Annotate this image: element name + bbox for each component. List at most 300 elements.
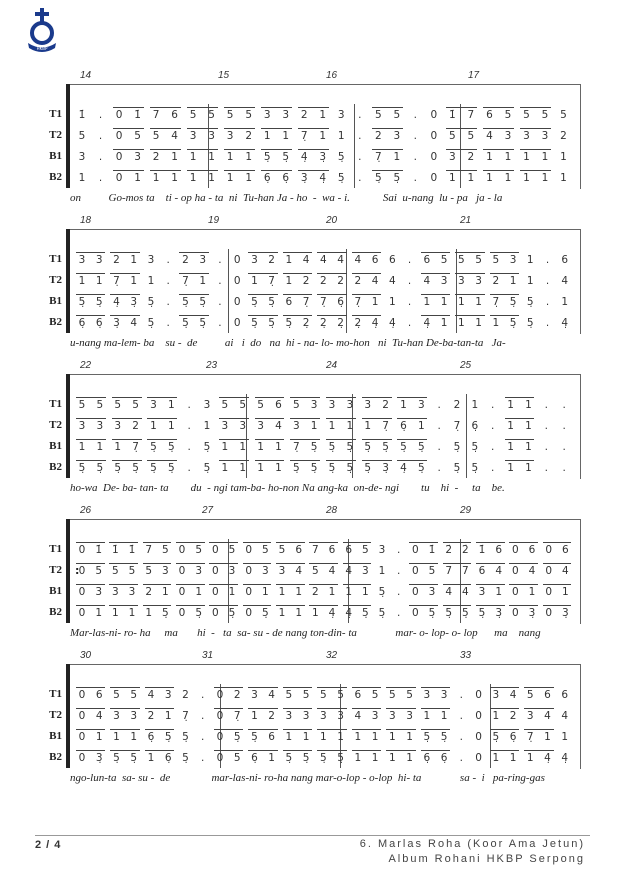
note: 5̣ [130,752,138,764]
rhythm-dot: . [544,441,548,453]
note: 2̇ [445,544,452,556]
note: 4 [528,565,536,577]
note: 1 [467,172,475,184]
note: 3 [261,565,269,577]
note: 4̣ [371,317,379,329]
note: 1 [523,172,530,184]
note: 3 [440,275,448,287]
note: 1 [371,752,379,764]
note: 3 [203,399,211,411]
note: 1 [302,731,310,743]
note: 6 [268,731,275,743]
note: 1 [389,296,396,308]
note: 4̣ [300,151,308,163]
note: 5 [96,399,104,411]
note: 5 [132,399,139,411]
note: 1 [150,420,157,432]
note: 5̣ [417,441,425,453]
note: 6 [544,689,551,701]
rhythm-dot: . [407,275,412,287]
note: 1 [111,607,119,619]
note: 1 [475,296,482,308]
measure-number: 14 [80,70,92,81]
note: 3 [417,399,425,411]
rhythm-dot: . [491,441,495,453]
note: 1 [130,275,138,287]
note: 3 [310,399,318,411]
note: 1 [189,151,197,163]
measure-number: 20 [326,215,338,226]
note: 4 [445,586,452,598]
rhythm-dot: . [407,254,412,266]
note: 1 [278,607,286,619]
note: 1 [475,317,482,329]
note: 6 [354,689,362,701]
note: 5 [389,689,396,701]
note: 3̣ [113,317,120,329]
measure-number: 27 [202,505,214,516]
note: 1 [561,586,569,598]
note: 0 [430,109,438,121]
rhythm-dot: . [544,420,548,432]
note: 0 [511,565,519,577]
note: 1 [423,296,431,308]
note: 0 [78,710,86,722]
note: 1 [245,172,252,184]
note: 3 [226,130,234,142]
note: 1 [245,151,252,163]
note: 5̣ [261,607,269,619]
voice-label-b1: B1 [49,440,62,452]
note: 1 [199,275,207,287]
voice-row [70,108,578,124]
note: 3 [449,151,456,163]
note: 5 [95,565,102,577]
rhythm-dot: . [166,296,170,308]
note: 0 [430,151,438,163]
note: 5̣ [361,607,369,619]
note: 1 [96,441,104,453]
note: 5̣ [509,296,517,308]
note: 6 [171,109,178,121]
note: 3̣ [130,296,138,308]
rhythm-dot: . [459,731,463,743]
note: 1 [228,586,236,598]
note: 1 [541,151,549,163]
note: 4̣ [113,296,120,308]
rhythm-dot: . [201,689,205,701]
note: 6̣ [164,752,172,764]
note: 4̣ [561,317,569,329]
note: 5̣ [471,441,479,453]
rhythm-dot: . [187,399,191,411]
note: 0 [245,565,252,577]
note: 7 [461,565,469,577]
rhythm-dot: . [545,296,550,308]
note: 1 [406,731,413,743]
note: 3 [78,420,86,432]
score-system [36,650,591,790]
note: 1 [406,752,413,764]
note: 3 [111,586,119,598]
note: 3 [251,689,258,701]
note: 1 [167,399,175,411]
note: 5̣ [382,441,389,453]
note: 5 [311,565,319,577]
note: 6̣ [337,296,344,308]
note: 1 [504,151,512,163]
note: 0 [115,151,123,163]
voice-row [70,274,578,290]
note: 1 [295,607,302,619]
voice-row [70,751,578,767]
note: 1 [486,151,493,163]
measure-number: 23 [206,360,218,371]
rhythm-dot: . [562,462,566,474]
note: 0 [430,130,438,142]
note: 5̣ [203,441,211,453]
note: 1 [440,710,448,722]
note: 3 [195,565,202,577]
note: 5̣ [346,441,354,453]
note: 5̣ [182,752,189,764]
note: 4 [561,710,569,722]
note: 1 [189,172,197,184]
rhythm-dot: . [358,109,362,121]
note: 0 [233,296,241,308]
note: 1 [328,586,336,598]
note: 1 [275,462,282,474]
voice-label-b2: B2 [49,316,62,328]
note: 5̣ [328,462,336,474]
note: 5 [128,565,136,577]
note: 4 [461,586,469,598]
note: 6 [295,544,302,556]
note: 1 [145,607,152,619]
rhythm-dot: . [166,317,170,329]
note: 6 [495,544,502,556]
note: 4 [371,275,379,287]
hkbp-logo-icon [22,6,62,56]
note: 5 [320,689,327,701]
note: 3 [423,689,431,701]
note: 5̣ [310,462,318,474]
note: 6 [561,544,569,556]
note: 6 [285,296,293,308]
measure-number: 33 [460,650,472,661]
note: 3 [378,544,386,556]
note: 0 [216,689,224,701]
note: 1 [195,586,202,598]
note: 5̣ [509,317,517,329]
note: 7̣ [382,420,389,432]
rhythm-dot: . [187,441,191,453]
note: 1 [147,752,155,764]
note: 1 [346,420,354,432]
note: 5̣ [113,752,120,764]
rhythm-dot: . [437,420,441,432]
note: 0 [216,710,224,722]
note: 3 [523,130,530,142]
note: 4 [275,420,282,432]
note: 0 [245,586,252,598]
note: 1 [526,752,534,764]
note: 1 [147,275,155,287]
rhythm-dot: . [218,317,222,329]
rhythm-dot: . [98,151,103,163]
note: 6 [371,254,379,266]
note: 3 [364,399,372,411]
note: 5̣ [471,462,479,474]
note: 3 [134,151,141,163]
note: 1 [440,296,448,308]
voice-label-t1: T1 [49,398,62,410]
note: 1 [417,420,425,432]
note: 3̣ [528,607,536,619]
note: 2 [492,275,500,287]
note: 5 [449,130,456,142]
note: 5 [292,399,300,411]
note: 0 [411,586,419,598]
note: 5̣ [147,317,155,329]
voice-label-t1: T1 [49,543,62,555]
note: 0 [78,752,86,764]
note: 7̣ [182,275,189,287]
note: 1 [509,752,517,764]
voice-label-b1: B1 [49,150,62,162]
score-system [36,505,591,645]
note: 0 [78,586,86,598]
note: 3 [251,254,258,266]
note: 5̣ [263,151,271,163]
note: 2 [453,399,461,411]
note: 6̣ [509,731,517,743]
note: 4 [337,254,344,266]
note: 5 [467,130,475,142]
note: 5̣ [478,607,486,619]
rhythm-dot: . [166,254,170,266]
note: 5 [239,399,247,411]
note: 0 [78,565,86,577]
note: 2 [268,710,275,722]
note: 3̣ [561,607,569,619]
note: 1 [492,317,500,329]
note: 1 [221,462,229,474]
note: 3 [292,420,300,432]
note: 3 [263,109,271,121]
note: 3 [541,130,549,142]
note: 1 [95,731,103,743]
note: 5̣ [228,607,236,619]
note: 5 [457,254,465,266]
repeat-sign: : [75,564,80,577]
score-system [36,70,591,210]
note: 5 [134,130,141,142]
note: 5 [371,689,379,701]
note: 5̣ [132,462,139,474]
score-system [36,215,591,355]
rhythm-dot: . [413,172,417,184]
measure-number: 30 [80,650,92,661]
note: 2 [354,275,362,287]
note: 5̣ [268,296,275,308]
note: 1 [457,317,465,329]
note: 1 [171,172,178,184]
note: 4 [345,565,352,577]
note: 3 [130,710,138,722]
note: 3 [440,689,448,701]
note: 3 [147,254,155,266]
rhythm-dot: . [396,544,401,556]
note: 5 [228,544,236,556]
rhythm-dot: . [358,151,362,163]
note: 0 [475,752,482,764]
note: 1 [561,296,569,308]
rhythm-dot: . [545,275,550,287]
rhythm-dot: . [437,441,441,453]
note: 1 [239,441,247,453]
note: 5 [145,565,152,577]
note: 2 [132,420,139,432]
note: 5̣ [182,296,189,308]
note: 1 [371,731,379,743]
rhythm-dot: . [201,731,205,743]
measure-number: 26 [80,505,92,516]
note: 3̣ [495,607,502,619]
note: 1 [78,172,86,184]
note: 4 [486,130,493,142]
note: 1 [400,399,407,411]
voice-row [70,150,578,166]
measure-number: 15 [218,70,230,81]
note: 1 [389,752,396,764]
note: 5̣ [374,172,382,184]
rhythm-dot: . [396,565,401,577]
note: 0 [411,544,419,556]
note: 6 [389,254,396,266]
note: 0 [545,544,552,556]
note: 5 [541,109,549,121]
note: 1 [504,172,512,184]
voice-row [70,709,578,725]
note: 5̣ [292,462,300,474]
note: 5̣ [167,462,175,474]
note: 1 [152,172,160,184]
note: 1 [113,731,120,743]
note: 5̣ [167,441,175,453]
note: 1 [525,462,532,474]
measure-number: 31 [202,650,214,661]
voice-row [70,440,578,456]
note: 6̣ [400,420,407,432]
voice-label-b2: B2 [49,461,62,473]
note: 6 [275,399,282,411]
rhythm-dot: . [545,317,550,329]
note: 1 [208,172,215,184]
note: 0 [511,607,519,619]
note: 1 [285,254,293,266]
note: 0 [511,586,519,598]
note: 7̣ [233,710,241,722]
rhythm-dot: . [491,420,495,432]
voice-label-t2: T2 [49,274,62,286]
note: 5̣ [492,731,500,743]
note: 3 [478,586,486,598]
note: 5 [374,109,382,121]
measure-number: 28 [326,505,338,516]
note: 1 [282,130,290,142]
rhythm-dot: . [545,254,550,266]
note: 4 [320,254,327,266]
note: 5 [78,130,86,142]
note: 3 [150,399,157,411]
note: 1 [268,752,275,764]
note: 5̣ [310,441,318,453]
note: 7 [445,565,452,577]
note: 0 [216,731,224,743]
note: 1 [495,586,502,598]
note: 3 [278,565,286,577]
note: 6̣ [147,731,155,743]
note: 4̣ [345,607,352,619]
note: 0 [115,172,123,184]
note: 4 [130,317,138,329]
note: 7̣ [268,275,275,287]
measure-number: 17 [468,70,480,81]
rhythm-dot: . [166,275,170,287]
note: 5 [261,544,269,556]
note: 0 [78,607,86,619]
rhythm-dot: . [358,172,362,184]
note: 5̣ [251,731,258,743]
note: 0 [245,544,252,556]
rhythm-dot: . [407,296,412,308]
note: 0 [78,544,86,556]
note: 2 [147,710,155,722]
note: 3 [128,586,136,598]
note: 1 [560,172,567,184]
note: 2̣ [354,317,362,329]
rhythm-dot: . [562,399,566,411]
note: 6̣ [471,420,479,432]
note: 0 [211,607,219,619]
note: 5̣ [251,296,258,308]
note: 3 [257,420,264,432]
note: 2̣ [337,317,344,329]
note: 7̣ [374,151,382,163]
rhythm-dot: . [544,462,548,474]
note: 3 [114,420,122,432]
rhythm-dot: . [201,710,205,722]
note: 5̣ [423,731,431,743]
note: 1 [337,731,344,743]
note: 4 [354,254,362,266]
note: 2 [233,689,241,701]
rhythm-dot: . [562,420,566,432]
note: 5̣ [182,317,189,329]
note: 7̣ [453,420,461,432]
note: 4 [147,689,155,701]
note: 5 [504,109,512,121]
note: 4̣ [400,462,407,474]
voice-label-t2: T2 [49,564,62,576]
note: 0 [545,607,552,619]
voice-label-b2: B2 [49,606,62,618]
rhythm-dot: . [491,399,495,411]
note: 3 [371,710,379,722]
note: 7 [152,109,160,121]
rhythm-dot: . [218,254,222,266]
